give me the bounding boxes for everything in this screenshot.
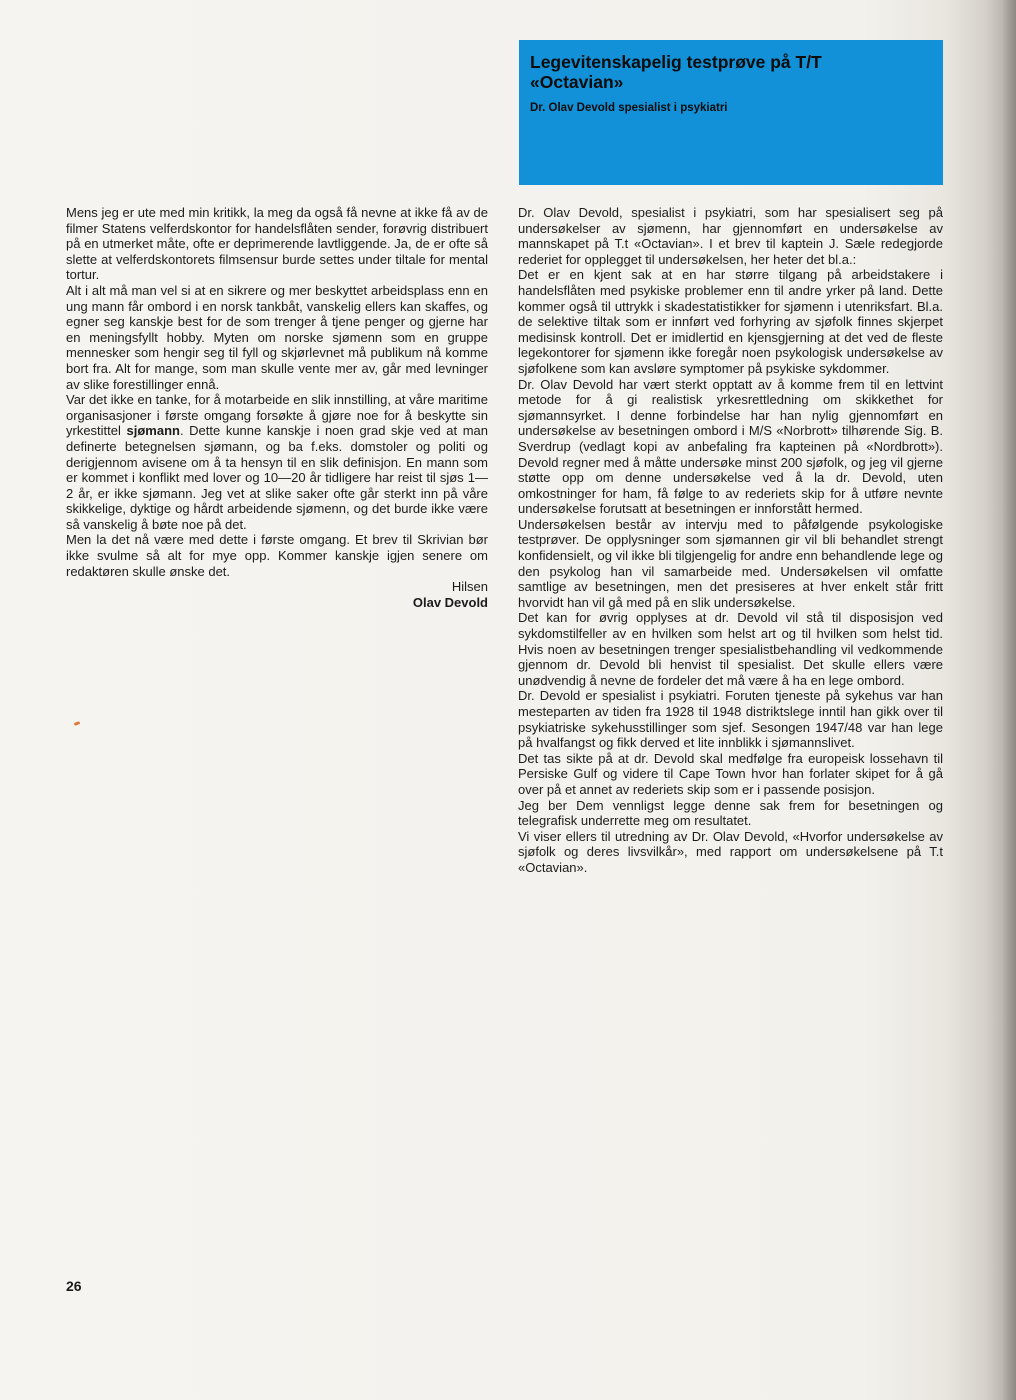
article-subtitle: Dr. Olav Devold spesialist i psykiatri (530, 102, 728, 114)
right-paragraph: Det kan for øvrig opplyses at dr. Devold vil stå til disposisjon ved sykdomstilfeller av en hvilken som helst art og til hvilken som helst tid. Hvis noen av besetningen trenger spesialistbehandling vil vedkommende gjennom dr. Devold bli henvist til spesialist. Det skulle ellers være unødvendig å nevne de fordeler det må være å ha en lege ombord. (518, 610, 943, 688)
right-paragraph: Vi viser ellers til utredning av Dr. Olav Devold, «Hvorfor undersøkelse av sjøfolk og deres livsvilkår», med rapport om undersøkelsene på T.t «Octavian». (518, 828, 943, 875)
emphasis-word: sjømann (126, 423, 180, 439)
right-paragraph: Dr. Devold er spesialist i psykiatri. Foruten tjeneste på sykehus var han mesteparten av tiden fra 1928 til 1948 distriktslege inntil han gikk over til psykiatriske sykehusstillinger som sjef. Sesongen 1947/48 var han lege på hvalfangst og fikk derved et lite innblikk i sjømannslivet. (518, 688, 943, 751)
left-paragraph: Alt i alt må man vel si at en sikrere og mer beskyttet arbeidsplass enn en ung mann får ombord i en norsk tankbåt, vanskelig ellers kan skaffes, og egner seg kanskje best for de som trenger å tjene penger og gjerne har en meningsfyllt hobby. Myten om norske sjømenn som en gruppe mennesker som hengir seg til fyll og skjørlevnet må publikum nå komme bort fra. Alt for mange, som man skulle vente mer av, går med levninger av slike forestillinger ennå. (66, 282, 488, 392)
left-paragraph-text: Var det ikke en tanke, for å motarbeide en slik innstilling, at våre maritime organisasjoner i første omgang forsøkte å gjøre noe for å beskytte sin yrkestittel (66, 392, 488, 439)
left-paragraph: Men la det nå være med dette i første omgang. Et brev til Skrivian bør ikke svulme så alt for mye opp. Kommer kanskje igjen senere om redaktøren skulle ønske det. (66, 532, 488, 579)
closing-greeting: Hilsen (451, 579, 488, 595)
page-number: 26 (66, 1278, 82, 1294)
right-column (518, 205, 943, 876)
left-paragraph: Mens jeg er ute med min kritikk, la meg da også få nevne at ikke få av de filmer Statens velferdskontor for handelsflåten sender, forøvrig distribuert på en utmerket måte, ofte er deprimerende lavtliggende. Ja, de er ofte så slette at velferdskontorets filmsensur burde settes under tiltale for mental tortur. (66, 205, 488, 283)
left-column (66, 205, 488, 610)
left-paragraph-text: . Dette kunne kanskje i noen grad skje ved at man definerte betegnelsen sjømann, og ba f.eks. domstoler og politi og derigjennom avisene om å ta hensyn til en slik definisjon. En mann som er kommet i konflikt med lover og 10—20 år tidligere har reist til sjøs 1—2 år, er ikke sjømann. Jeg vet at slike saker ofte går sterkt inn på våre skikkelige, dyktige og hårdt arbeidende sjømenn, og det burde ikke være så vanskelig å bøte noe på det. (66, 423, 488, 532)
article-header-box (519, 40, 943, 185)
right-paragraph: Det er en kjent sak at en har større tilgang på arbeidstakere i handelsflåten med psykiske problemer enn til andre yrker på land. Dette kommer også til uttrykk i skadestatistikker for sjømenn i utenriksfart. Bl.a. de selektive tiltak som er innført ved forhyring av sjøfolk finnes skjerpet medisinsk kontroll. Det er imidlertid en kjensgjerning at det ved de fleste legekontorer for sjømenn ikke foregår noen psykologisk undersøkelse av sjøfolkene som kan avsløre symptomer på psykiske sykdommer. (518, 267, 943, 376)
right-paragraph: Dr. Olav Devold, spesialist i psykiatri, som har spesialisert seg på undersøkelser av sjømenn, har gjennomført en undersøkelse av mannskapet på T.t «Octavian». I et brev til kaptein J. Sæle redegjorde rederiet for opplegget til undersøkelsen, her heter det bl.a.: (518, 205, 943, 267)
right-paragraph: Dr. Olav Devold har vært sterkt opptatt av å komme frem til en lettvint metode for å gi realistisk yrkesrettledning om skikkethet for sjømannsyrket. I denne forbindelse har han nylig gjennomført en undersøkelse av besetningen ombord i M/S «Norbrott» tilhørende Sig. B. Sverdrup (vedlagt kopi av anbefaling fra kapteinen på «Nordbrott»). Devold regner med å måtte undersøke minst 200 sjøfolk, og jeg vil gjerne støtte opp om denne undersøkelse ved å la dr. Devold, uten omkostninger for ham, få følge to av rederiets skip for å utføre nevnte undersøkelse forutsatt at besetningen er innforstått hermed. (518, 376, 943, 517)
left-paragraph (66, 392, 488, 532)
signature: Olav Devold (412, 594, 488, 610)
right-paragraph: Undersøkelsen består av intervju med to påfølgende psykologiske testprøver. De opplysninger som sjømannen gir vil bli behandlet strengt konfidensielt, og vil ikke bli tilgjengelig for andre enn behandlende lege og den psykolog han vil samarbeide med. Undersøkelsen vil omfatte samtlige av besetningen, men det presiseres at hver enkelt står fritt hvorvidt han vil gå med på en slik undersøkelse. (518, 516, 943, 610)
article-title: Legevitenskapelig testprøve på T/T «Octavian» (530, 52, 822, 92)
right-paragraph: Det tas sikte på at dr. Devold skal medfølge fra europeisk lossehavn til Persiske Gulf og videre til Cape Town hvor han forlater skipet for å gå over på et annet av rederiets skip som er i passende posisjon. (518, 750, 943, 797)
right-paragraph: Jeg ber Dem vennligst legge denne sak frem for besetningen og telegrafisk underrette meg om resultatet. (518, 797, 943, 829)
page-edge-shadow (1002, 0, 1016, 1400)
